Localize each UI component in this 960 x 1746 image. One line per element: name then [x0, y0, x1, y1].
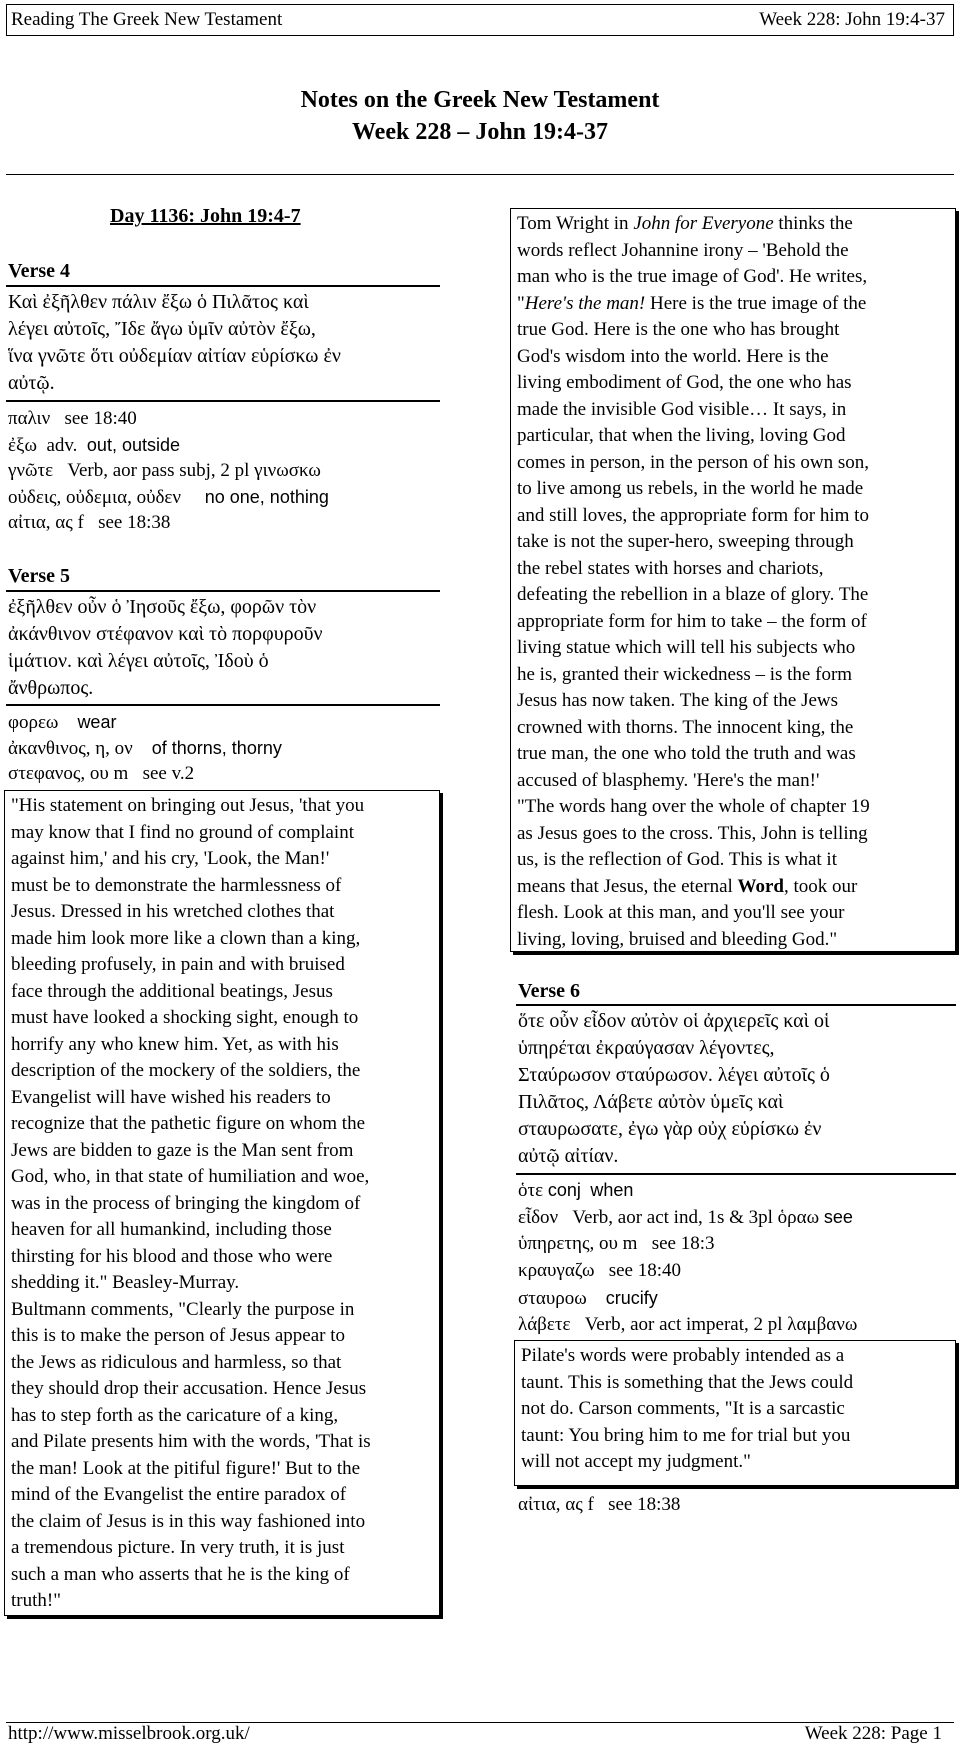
verse4-heading: Verse 4 — [8, 260, 71, 282]
pilate-line: not do. Carson comments, "It is a sarcastic — [521, 1398, 845, 1419]
verse4-greek-2: λέγει αὐτοῖς, Ἴδε ἄγω ὑμῖν αὐτὸν ἔξω, — [8, 318, 316, 340]
beasley-line: Jews are bidden to gaze is the Man sent from — [11, 1139, 354, 1161]
wright-line: true man, the one who told the truth and was — [517, 743, 856, 764]
wright-line: living embodiment of God, the one who has — [517, 372, 852, 393]
beasley-line: Bultmann comments, "Clearly the purpose in — [11, 1298, 355, 1320]
beasley-line: recognize that the pathetic figure on whom the — [11, 1113, 366, 1134]
pilate-line: taunt. This is something that the Jews could — [521, 1371, 854, 1393]
beasley-line: Evangelist will have wished his readers to — [11, 1086, 331, 1108]
vocab-word: στεφανος, ου m — [8, 763, 129, 784]
wright-line: take is not the super-hero, sweeping through — [517, 531, 854, 552]
beasley-line: thirsting for his blood and those who were — [11, 1245, 333, 1267]
verse5-greek-3: ἱμάτιον. καὶ λέγει αὐτοῖς, Ἰδοὺ ὁ — [8, 650, 269, 672]
wright-line: God's wisdom into the world. Here is the — [517, 345, 829, 367]
vocab-aitia — [8, 510, 170, 536]
verse4-greek-4: αὐτῷ. — [8, 372, 55, 394]
vocab-phoreo — [8, 709, 116, 736]
vocab-gloss: Verb, aor act imperat, 2 pl λαμβανω — [584, 1314, 858, 1335]
wright-line — [517, 874, 949, 901]
wright-text: " — [517, 292, 525, 314]
verse6-greek-4: Πιλᾶτος, Λάβετε αὐτὸν ὑμεῖς καὶ — [518, 1091, 784, 1113]
verse5-heading: Verse 5 — [8, 565, 71, 587]
vocab-gloss-sans: no one, nothing — [204, 487, 329, 507]
book-title: John for Everyone — [633, 213, 774, 234]
wright-line: flesh. Look at this man, and you'll see your — [517, 902, 845, 923]
vocab-gloss-sans: wear — [77, 712, 117, 732]
beasley-line: may know that I find no ground of complaint — [11, 821, 354, 843]
verse5-greek-2: ἀκάνθινον στέφανον καὶ τὸ πορφυροῦν — [8, 623, 323, 645]
footer-url: http://www.misselbrook.org.uk/ — [8, 1723, 250, 1744]
wright-line: living statue which will tell his subjects who — [517, 637, 856, 658]
verse5-greek-1: ἐξῆλθεν οὖν ὁ Ἰησοῦς ἔξω, φορῶν τὸν — [8, 596, 317, 618]
vocab-gloss-sans: of thorns, thorny — [151, 738, 282, 758]
beasley-line: the claim of Jesus is in this way fashioned into — [11, 1510, 366, 1532]
vocab-word: φορεω — [8, 712, 59, 733]
vocab-word: γνῶτε — [8, 460, 54, 481]
wright-line: crowned with thorns. The innocent king, the — [517, 716, 854, 738]
beasley-line: this is to make the person of Jesus appear to — [11, 1325, 346, 1346]
verse6-greek-5: σταυρωσατε, ἐγω γὰρ οὐχ εὑρίσκω ἐν — [518, 1118, 822, 1140]
vocab-word: εἶδον — [518, 1207, 559, 1228]
beasley-line: the man! Look at the pitiful figure!' But to the — [11, 1457, 361, 1479]
beasley-line: God, who, in that state of humiliation and woe, — [11, 1166, 370, 1187]
page-subtitle: Week 228 – John 19:4-37 — [351, 119, 608, 145]
page-header — [6, 4, 954, 36]
beasley-line: against him,' and his cry, 'Look, the Man!' — [11, 848, 330, 869]
day-heading: Day 1136: John 19:4-7 — [110, 205, 301, 227]
verse5-rule — [6, 590, 440, 592]
beasley-line: Jesus. Dressed in his wretched clothes that — [11, 901, 335, 922]
vocab-eidon — [518, 1204, 853, 1231]
vocab-word: ὑπηρετης, ου m — [518, 1233, 638, 1254]
vocab-word: ἐξω — [8, 435, 37, 456]
verse6-rule — [516, 1004, 956, 1006]
beasley-line: a tremendous picture. In very truth, it is just — [11, 1537, 345, 1558]
vocab-word: λάβετε — [518, 1314, 571, 1335]
vocab-exo — [8, 432, 180, 459]
wright-line: as Jesus goes to the cross. This, John is telling — [517, 822, 868, 844]
beasley-line: must be to demonstrate the harmlessness of — [11, 874, 342, 896]
vocab-gloss: see 18:38 — [608, 1494, 681, 1515]
verse6-greek-rule — [516, 1173, 956, 1175]
vocab-gloss: see v.2 — [142, 763, 195, 784]
wright-line: words reflect Johannine irony – 'Behold the — [517, 239, 849, 261]
vocab-gloss-sans: out, outside — [86, 435, 180, 455]
header-left: Reading The Greek New Testament — [11, 9, 283, 30]
vocab-aitia-2 — [518, 1492, 680, 1518]
wright-line — [517, 211, 949, 238]
vocab-word: ἀκανθινος, η, ον — [8, 738, 133, 759]
beasley-line: such a man who asserts that he is the king of — [11, 1563, 350, 1585]
header-right: Week 228: John 19:4-37 — [759, 9, 945, 30]
quote-italic: Here's the man! — [524, 292, 646, 314]
vocab-word: κραυγαζω — [518, 1260, 595, 1281]
vocab-gloss: adv. — [46, 435, 78, 456]
verse5-greek-rule — [6, 704, 440, 706]
verse4-greek-3: ἵνα γνῶτε ὅτι οὐδεμίαν αἰτίαν εὑρίσκω ἐν — [8, 345, 341, 367]
verse6-heading: Verse 6 — [518, 980, 581, 1002]
vocab-gloss-sans: see — [823, 1207, 853, 1227]
vocab-hote — [518, 1177, 633, 1204]
wright-line: man who is the true image of God'. He writes, — [517, 266, 868, 287]
verse5-greek-4: ἄνθρωπος. — [8, 677, 94, 699]
page-footer — [6, 1722, 954, 1744]
wright-line: accused of blasphemy. 'Here's the man!' — [517, 769, 820, 791]
vocab-stauroo — [518, 1285, 658, 1312]
vocab-word: οὐδεις, οὐδεμια, οὐδεν — [8, 487, 181, 508]
wright-line: comes in person, in the person of his own son, — [517, 451, 869, 473]
pilate-line: Pilate's words were probably intended as a — [521, 1345, 845, 1366]
verse6-greek-3: Σταύρωσον σταύρωσον. λέγει αὐτοῖς ὁ — [518, 1064, 830, 1086]
wright-text: means that Jesus, the eternal — [517, 875, 738, 897]
wright-line: he is, granted their wickedness – is the form — [517, 663, 853, 685]
title-divider — [6, 174, 954, 175]
wright-text: , took our — [784, 875, 858, 897]
wright-line: appropriate form for him to take – the form of — [517, 610, 867, 632]
footer-page: Week 228: Page 1 — [804, 1723, 942, 1744]
vocab-word: αἰτια, ας f — [8, 512, 84, 533]
vocab-gnote — [8, 458, 321, 484]
beasley-line: mind of the Evangelist the entire paradox of — [11, 1484, 347, 1505]
wright-text: Here is the true image of the — [645, 292, 867, 314]
wright-line: and still loves, the appropriate form for him to — [517, 504, 869, 526]
beasley-line: "His statement on bringing out Jesus, 'that you — [11, 795, 365, 816]
beasley-line: heaven for all humankind, including those — [11, 1219, 332, 1240]
wright-line: true God. Here is the one who has brought — [517, 319, 840, 340]
beasley-line: horrify any who knew him. Yet, as with his — [11, 1033, 339, 1055]
verse4-rule — [6, 285, 440, 287]
beasley-line: the Jews as ridiculous and harmless, so that — [11, 1351, 342, 1373]
vocab-pre: conj — [547, 1180, 581, 1200]
beasley-line: has to step forth as the caricature of a king, — [11, 1404, 339, 1426]
verse6-greek-6: αὐτῷ αἰτίαν. — [518, 1145, 619, 1167]
vocab-gloss-sans: when — [590, 1180, 634, 1200]
wright-text: Tom Wright in — [517, 213, 634, 234]
beasley-line: made him look more like a clown than a king, — [11, 927, 361, 949]
wright-line: defeating the rebellion in a blaze of glory. The — [517, 584, 869, 605]
beasley-line: they should drop their accusation. Hence Jesus — [11, 1378, 367, 1399]
beasley-line: bleeding profusely, in pain and with bruised — [11, 954, 345, 975]
pilate-line: taunt: You bring him to me for trial but you — [521, 1424, 851, 1446]
vocab-labete — [518, 1312, 857, 1338]
wright-line: made the invisible God visible… It says, in — [517, 398, 847, 420]
vocab-word: παλιν — [8, 408, 51, 429]
vocab-gloss: see 18:38 — [98, 512, 171, 533]
wright-line: "The words hang over the whole of chapter 19 — [517, 796, 870, 817]
page-title: Notes on the Greek New Testament — [300, 87, 660, 113]
vocab-akanthinos — [8, 735, 282, 762]
wright-line: the rebel states with horses and chariots, — [517, 557, 824, 579]
wright-line: Jesus has now taken. The king of the Jews — [517, 690, 839, 711]
beasley-line: was in the process of bringing the kingdom of — [11, 1192, 361, 1214]
beasley-line: truth!" — [11, 1590, 61, 1611]
vocab-stephanos — [8, 761, 194, 787]
wright-line: us, is the reflection of God. This is what it — [517, 849, 837, 870]
wright-text: thinks the — [773, 213, 853, 234]
commentary-box-wright — [510, 208, 956, 952]
vocab-palin — [8, 406, 137, 432]
verse4-greek-rule — [6, 400, 440, 402]
commentary-box-beasley-bultmann — [4, 790, 440, 1616]
verse6-greek-2: ὑπηρέται ἐκραύγασαν λέγοντες, — [518, 1037, 775, 1059]
verse6-greek-1: ὅτε οὖν εἶδον αὐτὸν οἱ ἀρχιερεῖς καὶ οἱ — [518, 1010, 830, 1032]
commentary-box-pilate — [514, 1340, 956, 1486]
vocab-hyperetes — [518, 1231, 714, 1257]
beasley-line: must have looked a shocking sight, enough to — [11, 1007, 359, 1028]
vocab-word: ὁτε — [518, 1180, 544, 1201]
wright-line: living, loving, bruised and bleeding God." — [517, 928, 838, 950]
vocab-word: αἰτια, ας f — [518, 1494, 594, 1515]
vocab-gloss: see 18:40 — [608, 1260, 682, 1281]
bold-word: Word — [737, 875, 784, 897]
vocab-gloss: see 18:40 — [64, 408, 137, 429]
beasley-line: and Pilate presents him with the words, 'That is — [11, 1431, 371, 1452]
wright-line: to live among us rebels, in the world he made — [517, 478, 864, 499]
wright-line — [517, 291, 949, 318]
vocab-kraugazo — [518, 1258, 681, 1284]
vocab-gloss: Verb, aor pass subj, 2 pl γινωσκω — [67, 460, 321, 481]
vocab-gloss: see 18:3 — [651, 1233, 715, 1254]
wright-line: particular, that when the living, loving God — [517, 425, 846, 446]
vocab-oudeis — [8, 484, 329, 511]
vocab-gloss-sans: crucify — [605, 1288, 658, 1308]
vocab-gloss: Verb, aor act ind, 1s & 3pl ὁραω — [572, 1207, 820, 1228]
vocab-word: σταυροω — [518, 1288, 587, 1309]
verse4-greek-1: Καὶ ἐξῆλθεν πάλιν ἔξω ὁ Πιλᾶτος καὶ — [8, 291, 309, 313]
beasley-line: description of the mockery of the soldiers, the — [11, 1060, 361, 1081]
pilate-line: will not accept my judgment." — [521, 1451, 751, 1472]
beasley-line: face through the additional beatings, Jesus — [11, 980, 333, 1002]
beasley-line: shedding it." Beasley-Murray. — [11, 1272, 240, 1293]
